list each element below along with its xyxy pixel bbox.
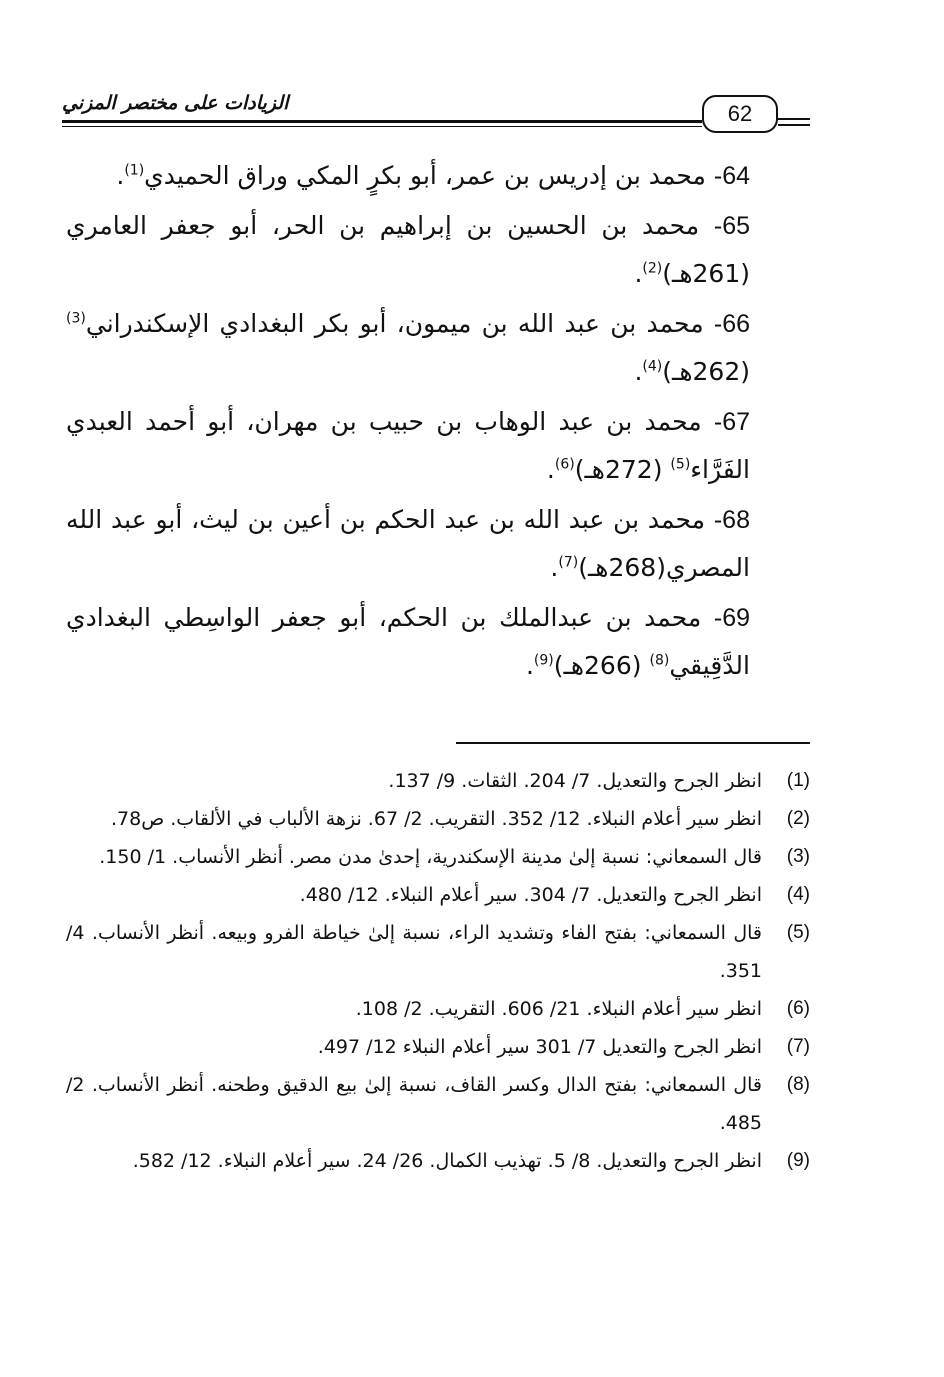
entry-69	[66, 594, 750, 690]
entry-tail: .	[634, 357, 643, 386]
entry-tail: .	[634, 259, 643, 288]
entry-text: محمد بن عبد الله بن عبد الحكم بن أعين بن ليث، أبو عبد الله المصري(268هـ)	[66, 505, 750, 582]
header-rule-right	[778, 118, 810, 120]
entry-tail: .	[525, 651, 534, 680]
footnote-2	[66, 800, 810, 838]
footnote-text: انظر الجرح والتعديل. 7/ 204. الثقات. 9/ 137.	[388, 770, 762, 792]
footnote-ref[interactable]: (6)	[554, 456, 575, 473]
entry-number: 64-	[713, 162, 750, 190]
footnote-text: قال السمعاني: بفتح الفاء وتشديد الراء، نسبة إلىٰ خياطة الفرو وبيعه. أنظر الأنساب. 4/ 351.	[66, 922, 762, 982]
header-rule-right	[778, 124, 810, 126]
footnote-number: (9)	[786, 1150, 810, 1171]
footnote-1	[66, 762, 810, 800]
footnote-7	[66, 1028, 810, 1066]
page-number: 62	[702, 95, 778, 133]
footnote-text: قال السمعاني: نسبة إلىٰ مدينة الإسكندرية، إحدىٰ مدن مصر. أنظر الأنساب. 1/ 150.	[99, 846, 762, 868]
footnote-text: انظر الجرح والتعديل 7/ 301 سير أعلام النبلاء 12/ 497.	[317, 1036, 762, 1058]
footnote-separator	[456, 742, 810, 744]
footnote-number: (4)	[786, 884, 810, 905]
footnote-ref[interactable]: (4)	[642, 358, 663, 375]
footnote-text: انظر سير أعلام النبلاء. 21/ 606. التقريب. 2/ 108.	[355, 998, 762, 1020]
header-rule-thick	[62, 120, 702, 123]
footnote-8	[66, 1066, 810, 1142]
entry-number: 68-	[713, 506, 750, 534]
page-header	[62, 78, 810, 138]
footnote-9	[66, 1142, 810, 1180]
footnote-number: (7)	[786, 1036, 810, 1057]
footnote-ref[interactable]: (3)	[66, 310, 86, 327]
footnote-number: (6)	[786, 998, 810, 1019]
footnote-ref[interactable]: (5)	[670, 456, 691, 473]
footnote-number: (8)	[786, 1074, 810, 1095]
footnote-number: (5)	[786, 922, 810, 943]
footnote-3	[66, 838, 810, 876]
entry-66	[66, 300, 750, 396]
entry-text: محمد بن عبد الله بن ميمون، أبو بكر البغدادي الإسكندراني	[85, 309, 704, 338]
entry-67	[66, 398, 750, 494]
footnote-6	[66, 990, 810, 1028]
footnote-ref[interactable]: (8)	[649, 652, 670, 669]
footnote-ref[interactable]: (9)	[533, 652, 554, 669]
entry-tail: .	[550, 553, 559, 582]
footnote-4	[66, 876, 810, 914]
footnotes	[66, 762, 810, 1180]
footnote-text: انظر الجرح والتعديل. 8/ 5. تهذيب الكمال. 26/ 24. سير أعلام النبلاء. 12/ 582.	[132, 1150, 762, 1172]
entry-tail: .	[546, 455, 555, 484]
entry-number: 69-	[713, 604, 750, 632]
entry-text: محمد بن الحسين بن إبراهيم بن الحر، أبو جعفر العامري (261هـ)	[66, 211, 750, 288]
footnote-text: انظر سير أعلام النبلاء. 12/ 352. التقريب. 2/ 67. نزهة الألباب في الألقاب. ص78.	[110, 808, 762, 830]
entry-text: محمد بن عبد الوهاب بن حبيب بن مهران، أبو أحمد العبدي الفَرَّاء	[66, 407, 750, 484]
running-title: الزيادات على مختصر المزني	[62, 92, 289, 114]
footnote-ref[interactable]: (2)	[642, 260, 663, 277]
entry-text: محمد بن إدريس بن عمر، أبو بكرٍ المكي وراق الحميدي	[144, 161, 706, 190]
entry-65	[66, 202, 750, 298]
entry-64	[66, 152, 750, 200]
footnote-number: (1)	[786, 770, 810, 791]
entry-number: 66-	[713, 310, 750, 338]
biography-entries	[66, 152, 750, 692]
footnote-number: (2)	[786, 808, 810, 829]
header-rule-thin	[62, 126, 702, 127]
footnote-ref[interactable]: (1)	[124, 162, 145, 179]
entry-text: محمد بن عبدالملك بن الحكم، أبو جعفر الواسِطي البغدادي الدَّقِيقي	[66, 603, 750, 680]
entry-tail: .	[116, 161, 125, 190]
entry-date: (262هـ)	[662, 357, 750, 386]
entry-date: (266هـ)	[553, 651, 642, 680]
footnote-text: قال السمعاني: بفتح الدال وكسر القاف، نسبة إلىٰ بيع الدقيق وطحنه. أنظر الأنساب. 2/ 485.	[66, 1074, 762, 1134]
footnote-ref[interactable]: (7)	[558, 554, 579, 571]
footnote-number: (3)	[786, 846, 810, 867]
entry-number: 67-	[713, 408, 750, 436]
entry-date: (272هـ)	[574, 455, 663, 484]
footnote-text: انظر الجرح والتعديل. 7/ 304. سير أعلام النبلاء. 12/ 480.	[299, 884, 762, 906]
footnote-5	[66, 914, 810, 990]
entry-number: 65-	[713, 212, 750, 240]
entry-68	[66, 496, 750, 592]
